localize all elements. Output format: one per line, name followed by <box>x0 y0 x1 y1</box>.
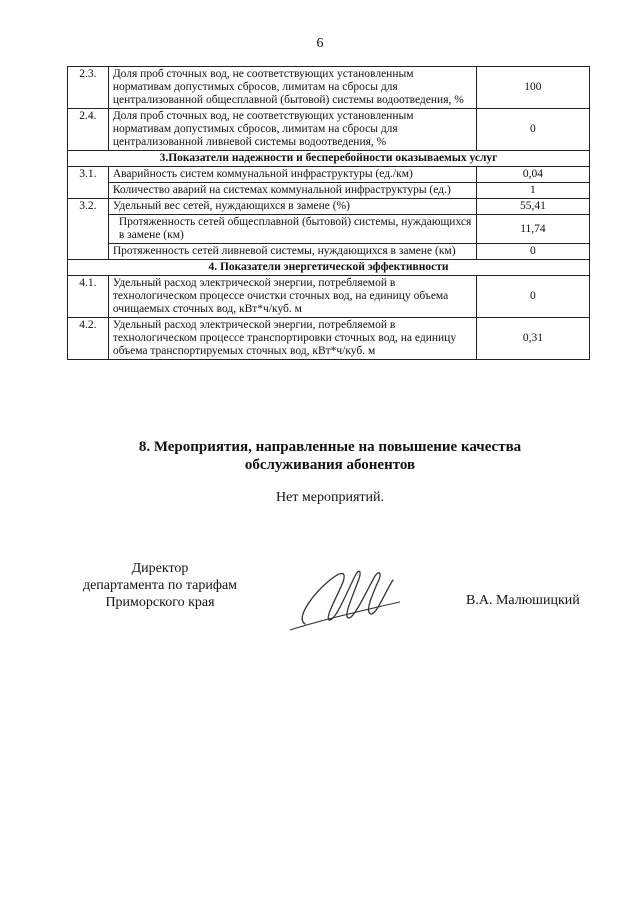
row-description: Протяженность сетей общесплавной (бытовой) системы, нуждающихся в замене (км) <box>108 215 476 244</box>
row-value: 0,31 <box>476 318 589 360</box>
row-number: 2.4. <box>68 109 109 151</box>
signatory-title-line1: Директор <box>131 561 189 576</box>
signatory-title <box>60 560 260 611</box>
table-row <box>68 215 590 244</box>
table-row <box>68 276 590 318</box>
handwritten-signature <box>285 562 405 632</box>
row-value: 0 <box>476 276 589 318</box>
section-8-heading-line1: 8. Мероприятия, направленные на повышение качества <box>138 439 522 455</box>
row-number: 3.1. <box>68 167 109 199</box>
row-description: Аварийность систем коммунальной инфраструктуры (ед./км) <box>108 167 476 183</box>
section-header-row <box>68 260 590 276</box>
table-row <box>68 199 590 215</box>
indicators-table <box>67 66 590 360</box>
row-description: Удельный расход электрической энергии, потребляемой в технологическом процессе транспортировки сточных вод, на единицу объема транспортируемых сточных вод, кВт*ч/куб. м <box>108 318 476 360</box>
row-value: 0,04 <box>476 167 589 183</box>
row-number: 3.2. <box>68 199 109 260</box>
table-row <box>68 109 590 151</box>
signatory-title-line2: департамента по тарифам <box>82 578 238 593</box>
section-4-title: 4. Показатели энергетической эффективности <box>68 260 590 276</box>
row-value: 0 <box>476 244 589 260</box>
row-description: Доля проб сточных вод, не соответствующих установленным нормативам допустимых сбросов, лимитам на сбросы для централизованной ливневой системы водоотведения, % <box>108 109 476 151</box>
row-number: 4.2. <box>68 318 109 360</box>
section-8-heading-line2: обслуживания абонентов <box>244 457 416 473</box>
section-8-heading <box>0 438 640 474</box>
row-description: Доля проб сточных вод, не соответствующих установленным нормативам допустимых сбросов, лимитам на сбросы для централизованной общесплавной (бытовой) системы водоотведения, % <box>108 67 476 109</box>
table-row <box>68 167 590 183</box>
table-row <box>68 67 590 109</box>
row-description: Удельный расход электрической энергии, потребляемой в технологическом процессе очистки сточных вод, на единицу объема очищаемых сточных вод, кВт*ч/куб. м <box>108 276 476 318</box>
table-row <box>68 244 590 260</box>
row-value: 100 <box>476 67 589 109</box>
table-row <box>68 318 590 360</box>
no-measures-text: Нет мероприятий. <box>275 490 385 505</box>
row-description: Количество аварий на системах коммунальной инфраструктуры (ед.) <box>108 183 476 199</box>
row-value: 11,74 <box>476 215 589 244</box>
row-description: Протяженность сетей ливневой системы, нуждающихся в замене (км) <box>108 244 476 260</box>
row-value: 0 <box>476 109 589 151</box>
row-description: Удельный вес сетей, нуждающихся в замене (%) <box>108 199 476 215</box>
row-number: 4.1. <box>68 276 109 318</box>
signatory-name: В.А. Малюшицкий <box>466 593 580 608</box>
row-value: 55,41 <box>476 199 589 215</box>
signatory-title-line3: Приморского края <box>105 595 215 610</box>
page-number: 6 <box>316 36 324 51</box>
row-number: 2.3. <box>68 67 109 109</box>
section-3-title: 3.Показатели надежности и бесперебойности оказываемых услуг <box>68 151 590 167</box>
row-value: 1 <box>476 183 589 199</box>
section-header-row <box>68 151 590 167</box>
table-row <box>68 183 590 199</box>
